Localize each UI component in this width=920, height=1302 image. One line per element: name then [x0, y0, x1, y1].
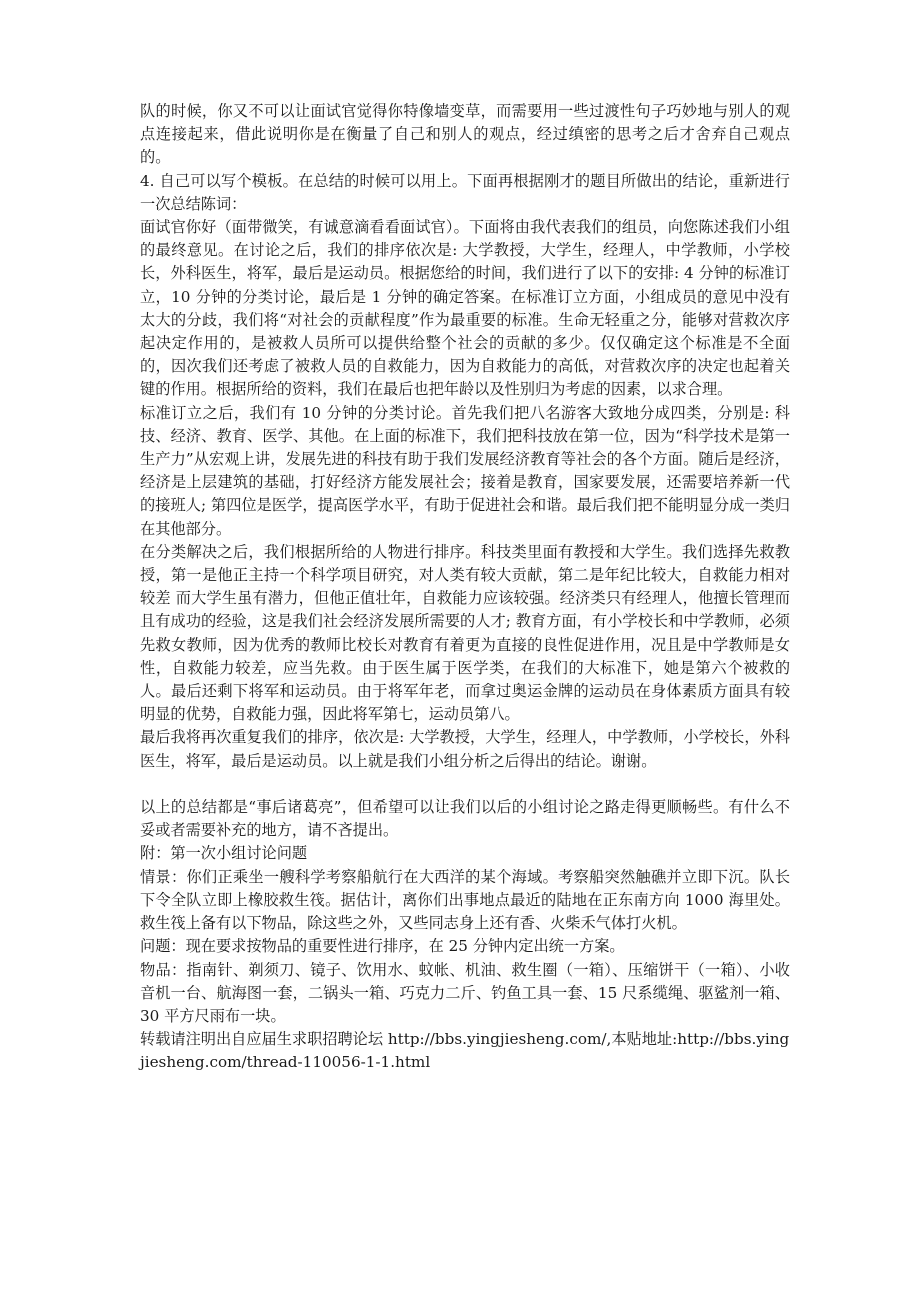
paragraph-summary-opening: 面试官你好（面带微笑，有诚意滴看看面试官）。下面将由我代表我们的组员，向您陈述我们小组的最终意见。在讨论之后，我们的排序依次是: 大学教授，大学生，经理人，中学教师，小学校长，外科医生，将军，最后是运动员。根据您给的时间，我们进行了以下的安排: 4 分钟的标准订立，10 分钟的分类讨论，最后是 1 分钟的确定答案。在标准订立方面，小组成员的意见中没有太大的分歧，我们将“对社会的贡献程度”作为最重要的标准。生命无轻重之分，能够对营救次序起决定作用的，是被救人员所可以提供给整个社会的贡献的多少。仅仅确定这个标准是不全面的，因次我们还考虑了被救人员的自救能力，因为自救能力的高低，对营救次序的决定也起着关键的作用。根据所给的资料，我们在最后也把年龄以及性别归为考虑的因素，以求合理。	[140, 218, 790, 399]
paragraph-interview-tip-continued: 队的时候，你又不可以让面试官觉得你特像墙变草，而需要用一些过渡性句子巧妙地与别人的观点连接起来，借此说明你是在衡量了自己和别人的观点，经过缜密的思考之后才舍弃自己观点的。	[140, 102, 790, 167]
paragraph-template-tip: 4. 自己可以写个模板。在总结的时候可以用上。下面再根据刚才的题目所做出的结论，重新进行一次总结陈词：	[140, 171, 790, 213]
paragraph-source-link: 转载请注明出自应届生求职招聘论坛 http://bbs.yingjiesheng.com/,本贴地址:http://bbs.yingjiesheng.com/thread-110056-1-1.html	[140, 1030, 790, 1072]
paragraph-ranking: 在分类解决之后，我们根据所给的人物进行排序。科技类里面有教授和大学生。我们选择先救教授，第一是他正主持一个科学项目研究，对人类有较大贡献，第二是年纪比较大，自救能力相对较差 而大学生虽有潜力，但他正值壮年，自救能力应该较强。经济类只有经理人，他擅长管理而且有成功的经验，这是我们社会经济发展所需要的人才; 教育方面，有小学校长和中学教师，必须先救女教师，因为优秀的教师比校长对教育有着更为直接的良性促进作用，况且是中学教师是女性，自救能力较差，应当先救。由于医生属于医学类，在我们的大标准下，她是第六个被救的人。最后还剩下将军和运动员。由于将军年老，而拿过奥运金牌的运动员在身体素质方面具有较明显的优势，自救能力强，因此将军第七，运动员第八。	[140, 542, 790, 724]
paragraph-question: 问题：现在要求按物品的重要性进行排序，在 25 分钟内定出统一方案。	[140, 937, 625, 956]
paragraph-scenario: 情景：你们正乘坐一艘科学考察船航行在大西洋的某个海域。考察船突然触礁并立即下沉。队长下令全队立即上橡胶救生筏。据估计，离你们出事地点最近的陆地在正东南方向 1000 海里处。救生筏上备有以下物品，除这些之外，又些同志身上还有香、火柴禾气体打火机。	[140, 867, 790, 933]
paragraph-classification: 标准订立之后，我们有 10 分钟的分类讨论。首先我们把八名游客大致地分成四类，分别是: 科技、经济、教育、医学、其他。在上面的标准下，我们把科技放在第一位，因为“科学技术是第一生产力”从宏观上讲，发展先进的科技有助于我们发展经济教育等社会的各个方面。随后是经济，经济是上层建筑的基础，打好经济方能发展社会；接着是教育，国家要发展，还需要培养新一代的接班人; 第四位是医学，提高医学水平，有助于促进社会和谐。最后我们把不能明显分成一类归在其他部分。	[140, 403, 790, 538]
document-body	[140, 100, 790, 1075]
paragraph-summary-closing: 最后我将再次重复我们的排序，依次是: 大学教授，大学生，经理人，中学教师，小学校长，外科医生，将军，最后是运动员。以上就是我们小组分析之后得出的结论。谢谢。	[140, 728, 790, 770]
paragraph-afterword: 以上的总结都是“事后诸葛亮”，但希望可以让我们以后的小组讨论之路走得更顺畅些。有什么不妥或者需要补充的地方，请不吝提出。	[140, 798, 790, 840]
paragraph-items: 物品：指南针、剃须刀、镜子、饮用水、蚊帐、机油、救生圈（一箱）、压缩饼干（一箱）、小收音机一台、航海图一套，二锅头一箱、巧克力二斤、钓鱼工具一套、15 尺系缆绳、驱鲨剂一箱、30 平方尺雨布一块。	[140, 960, 790, 1025]
paragraph-appendix-heading: 附：第一次小组讨论问题	[140, 844, 308, 863]
